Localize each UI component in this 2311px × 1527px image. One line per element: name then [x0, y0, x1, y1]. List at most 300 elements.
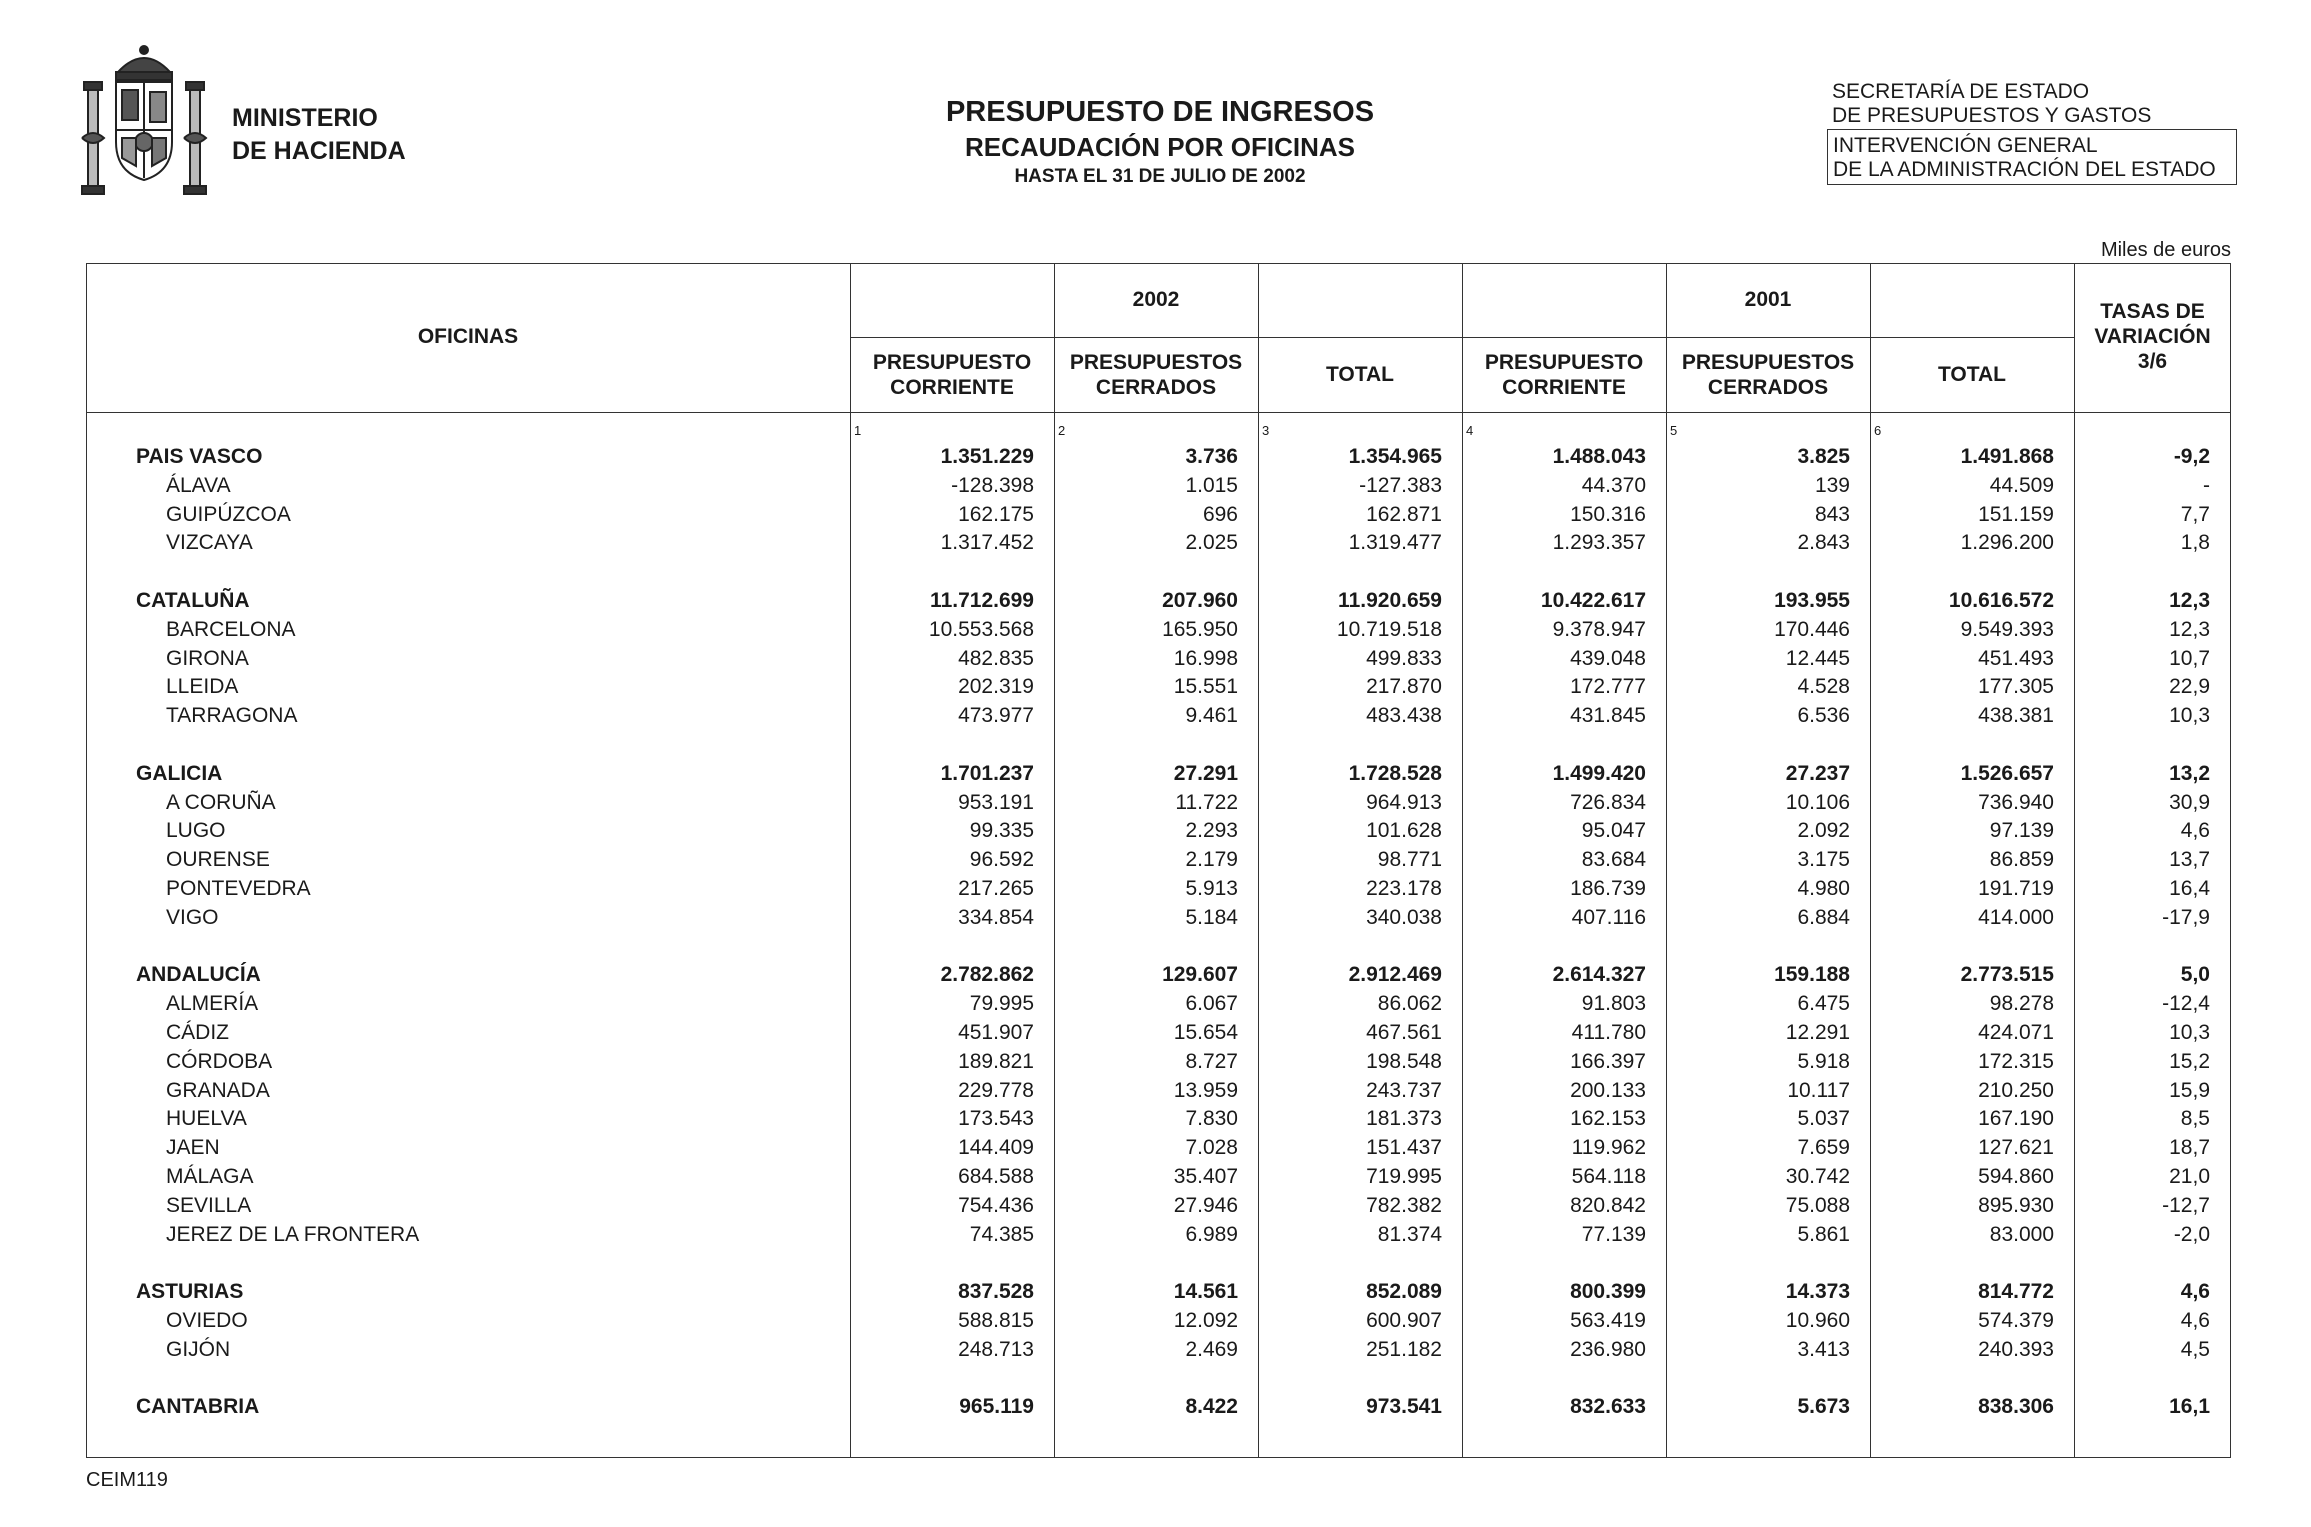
table-cell: 726.834	[1570, 790, 1646, 814]
table-cell: 75.088	[1785, 1193, 1850, 1217]
table-cell: 754.436	[958, 1193, 1034, 1217]
header-pc-line-2: CORRIENTE	[890, 376, 1014, 399]
table-row	[86, 615, 2231, 644]
table-cell: 2.025	[1185, 531, 1238, 555]
table-row	[86, 903, 2231, 932]
column-number: 2	[1058, 423, 1066, 438]
header-presupuesto-corriente-2001	[1462, 350, 1666, 400]
header-year-2002: 2002	[1132, 288, 1180, 311]
secretaria-block	[1832, 80, 2151, 128]
table-cell: 44.509	[1989, 473, 2054, 497]
table-cell: 11.722	[1175, 790, 1238, 814]
table-row	[86, 845, 2231, 874]
table-cell: 198.548	[1366, 1049, 1442, 1073]
table-cell: 7.830	[1185, 1107, 1238, 1131]
table-cell: 129.607	[1162, 963, 1238, 987]
table-cell: 451.907	[958, 1021, 1034, 1044]
table-cell: 438.381	[1978, 704, 2054, 728]
table-cell: 1.526.657	[1960, 761, 2054, 785]
header-pc-line-2: CORRIENTE	[1502, 376, 1626, 399]
table-cell: 411.780	[1571, 1021, 1646, 1044]
table-cell: 1.701.237	[940, 761, 1034, 785]
table-cell: 5.184	[1185, 905, 1238, 929]
units-label: Miles de euros	[2100, 239, 2231, 261]
table-cell: 431.845	[1570, 704, 1646, 728]
table-cell: 600.907	[1366, 1309, 1442, 1332]
table-row	[86, 1047, 2231, 1076]
table-row-group	[86, 442, 2231, 471]
office-name: VIGO	[166, 905, 219, 929]
table-cell: 12.291	[1785, 1021, 1850, 1044]
table-cell: 2.782.862	[940, 963, 1034, 987]
table-cell: 98.771	[1377, 848, 1442, 872]
table-row	[86, 1162, 2231, 1191]
office-name: VIZCAYA	[166, 531, 253, 555]
table-cell: 837.528	[958, 1280, 1034, 1304]
table-cell: 16.998	[1173, 646, 1238, 670]
table-cell: 83.684	[1581, 848, 1646, 872]
table-cell: 594.860	[1978, 1165, 2054, 1188]
table-cell: 151.437	[1366, 1136, 1442, 1160]
table-cell: 79.995	[969, 992, 1034, 1016]
table-cell: 3.736	[1185, 445, 1238, 468]
table-cell: 181.373	[1366, 1107, 1442, 1131]
header-pce-line-1: PRESUPUESTOS	[1681, 351, 1855, 374]
table-cell: 15.551	[1173, 675, 1238, 699]
intervencion-line-1: INTERVENCIÓN GENERAL	[1833, 134, 2098, 157]
table-cell: 170.446	[1774, 617, 1850, 641]
table-row	[86, 816, 2231, 845]
table-cell: 3.825	[1797, 445, 1850, 468]
table-cell: 2.092	[1797, 819, 1850, 843]
table-cell: 248.713	[958, 1337, 1034, 1361]
table-cell: 1.499.420	[1552, 761, 1646, 785]
office-name: MÁLAGA	[166, 1165, 254, 1188]
table-cell: 451.493	[1978, 646, 2054, 670]
secretaria-line-2: DE PRESUPUESTOS Y GASTOS	[1832, 104, 2152, 127]
table-cell: 30,9	[2169, 790, 2210, 814]
table-cell: 10.422.617	[1540, 589, 1646, 612]
table-cell: 696	[1202, 502, 1238, 526]
header-year-2001: 2001	[1744, 288, 1792, 311]
column-number: 4	[1466, 423, 1474, 438]
table-cell: 15,2	[2169, 1049, 2210, 1073]
table-cell: 4.528	[1797, 675, 1850, 699]
column-number: 3	[1262, 423, 1270, 438]
table-cell: 684.588	[958, 1165, 1034, 1188]
table-cell: 800.399	[1570, 1280, 1646, 1304]
table-cell: 12.092	[1173, 1309, 1238, 1332]
table-cell: 189.821	[958, 1049, 1034, 1073]
table-cell: 240.393	[1978, 1337, 2054, 1361]
table-cell: 1.317.452	[940, 531, 1034, 555]
table-cell: 736.940	[1978, 790, 2054, 814]
table-cell: 86.859	[1989, 848, 2054, 872]
table-cell: 843	[1814, 502, 1850, 526]
table-row-group	[86, 759, 2231, 788]
table-cell: 86.062	[1377, 992, 1442, 1016]
table-cell: 14.561	[1173, 1280, 1238, 1304]
table-cell: 10.960	[1785, 1309, 1850, 1332]
ministry-line-1: MINISTERIO	[232, 104, 378, 132]
header-pce-line-2: CERRADOS	[1095, 376, 1217, 399]
table-cell: 16,1	[2169, 1395, 2210, 1419]
column-number: 6	[1874, 423, 1882, 438]
table-cell: 83.000	[1989, 1222, 2054, 1246]
table-cell: 7.028	[1185, 1136, 1238, 1160]
office-name: JAEN	[166, 1136, 220, 1160]
table-cell: 407.116	[1571, 905, 1646, 929]
table-cell: 5,0	[2180, 963, 2210, 987]
header-total-2002: TOTAL	[1325, 363, 1395, 386]
table-cell: 97.139	[1989, 819, 2054, 843]
table-cell: 27.291	[1173, 761, 1238, 785]
table-cell: 13,2	[2169, 761, 2210, 785]
table-cell: 852.089	[1366, 1280, 1442, 1304]
table-cell: 81.374	[1377, 1222, 1442, 1246]
table-cell: 15,9	[2169, 1078, 2210, 1102]
table-cell: 10,3	[2169, 704, 2210, 728]
intervencion-line-2: DE LA ADMINISTRACIÓN DEL ESTADO	[1833, 158, 2216, 181]
table-cell: 151.159	[1978, 502, 2054, 526]
table-cell: -12,4	[2162, 992, 2210, 1016]
table-cell: 210.250	[1978, 1078, 2054, 1102]
header-oficinas: OFICINAS	[417, 325, 519, 348]
table-cell: 6.884	[1797, 905, 1850, 929]
table-cell: 14.373	[1785, 1280, 1850, 1304]
table-cell: -12,7	[2162, 1193, 2210, 1217]
office-name: JEREZ DE LA FRONTERA	[166, 1222, 420, 1246]
table-row	[86, 701, 2231, 730]
table-cell: 27.237	[1785, 761, 1850, 785]
table-cell: 10,3	[2169, 1021, 2210, 1044]
table-cell: 10.106	[1785, 790, 1850, 814]
table-cell: 467.561	[1366, 1021, 1442, 1044]
office-name: ANDALUCÍA	[136, 963, 261, 987]
table-cell: 4,6	[2180, 819, 2210, 843]
table-cell: 11.920.659	[1338, 589, 1442, 612]
table-row	[86, 1220, 2231, 1249]
header-pce-line-2: CERRADOS	[1707, 376, 1829, 399]
table-cell: 27.946	[1173, 1193, 1238, 1217]
table-cell: 10.117	[1787, 1078, 1850, 1102]
table-cell: 12,3	[2169, 617, 2210, 641]
table-cell: 127.621	[1978, 1136, 2054, 1160]
coat-of-arms-icon	[78, 42, 210, 198]
office-name: CÁDIZ	[166, 1021, 229, 1044]
header-presupuestos-cerrados-2002	[1054, 350, 1258, 400]
table-cell: 77.139	[1581, 1222, 1646, 1246]
table-cell: 2.773.515	[1960, 963, 2054, 987]
table-cell: 439.048	[1570, 646, 1646, 670]
table-cell: -2,0	[2173, 1222, 2210, 1246]
table-cell: 5.861	[1797, 1222, 1850, 1246]
secretaria-line-1: SECRETARÍA DE ESTADO	[1832, 80, 2090, 103]
office-name: LLEIDA	[166, 675, 239, 699]
table-cell: 30.742	[1785, 1165, 1850, 1188]
table-cell: 217.870	[1366, 675, 1442, 699]
table-cell: 9.549.393	[1960, 617, 2054, 641]
table-cell: 217.265	[958, 877, 1034, 900]
table-cell: 424.071	[1978, 1021, 2054, 1044]
table-row-group	[86, 1392, 2231, 1421]
table-cell: 588.815	[958, 1309, 1034, 1332]
table-cell: 91.803	[1581, 992, 1646, 1016]
table-cell: 251.182	[1366, 1337, 1442, 1361]
table-cell: 483.438	[1366, 704, 1442, 728]
table-cell: 150.316	[1570, 502, 1646, 526]
office-name: BARCELONA	[166, 617, 296, 641]
column-number: 5	[1670, 423, 1678, 438]
table-row	[86, 874, 2231, 903]
table-cell: 1,8	[2180, 531, 2210, 555]
table-row	[86, 1191, 2231, 1220]
table-cell: 832.633	[1570, 1395, 1646, 1419]
table-cell: 202.319	[958, 675, 1034, 699]
office-name: PONTEVEDRA	[166, 877, 311, 900]
office-name: GIJÓN	[166, 1337, 231, 1361]
table-cell: 3.413	[1797, 1337, 1850, 1361]
office-name: HUELVA	[166, 1107, 247, 1131]
table-cell: 10.553.568	[928, 617, 1034, 641]
table-cell: 2.912.469	[1348, 963, 1442, 987]
table-cell: 4.980	[1797, 877, 1850, 900]
table-cell: 2.179	[1185, 848, 1238, 872]
office-name: PAIS VASCO	[136, 445, 263, 468]
table-cell: 4,6	[2180, 1280, 2210, 1304]
table-cell: 98.278	[1989, 992, 2054, 1016]
table-row	[86, 471, 2231, 500]
table-cell: 173.543	[958, 1107, 1034, 1131]
table-row	[86, 500, 2231, 529]
table-cell: 1.319.477	[1348, 531, 1442, 555]
office-name: CANTABRIA	[136, 1395, 260, 1419]
ministry-name	[232, 102, 406, 168]
table-cell: 1.488.043	[1552, 445, 1646, 468]
year-header-divider	[850, 337, 2074, 338]
table-cell: 165.950	[1162, 617, 1238, 641]
office-name: GIRONA	[166, 646, 249, 670]
table-cell: 574.379	[1978, 1309, 2054, 1332]
table-cell: 44.370	[1581, 473, 1646, 497]
office-name: ALMERÍA	[166, 992, 259, 1016]
office-name: ASTURIAS	[136, 1280, 244, 1304]
header-presupuestos-cerrados-2001	[1666, 350, 1870, 400]
table-cell: 10.719.518	[1336, 617, 1442, 641]
table-cell: 564.118	[1571, 1165, 1646, 1188]
office-name: A CORUÑA	[166, 790, 276, 814]
table-cell: 191.719	[1978, 877, 2054, 900]
table-row	[86, 1133, 2231, 1162]
table-cell: 2.614.327	[1552, 963, 1646, 987]
table-cell: 3.175	[1797, 848, 1850, 872]
table-cell: 499.833	[1366, 646, 1442, 670]
table-cell: 6.536	[1797, 704, 1850, 728]
table-cell: 236.980	[1570, 1337, 1646, 1361]
table-cell: 207.960	[1162, 589, 1238, 612]
header-tasas-line-2: VARIACIÓN	[2094, 325, 2211, 348]
table-cell: 895.930	[1978, 1193, 2054, 1217]
table-row-group	[86, 1277, 2231, 1306]
table-row	[86, 672, 2231, 701]
table-cell: 16,4	[2169, 877, 2210, 900]
table-cell: 13,7	[2169, 848, 2210, 872]
table-cell: 973.541	[1366, 1395, 1442, 1419]
table-cell: 2.469	[1185, 1337, 1238, 1361]
table-cell: 6.475	[1797, 992, 1850, 1016]
table-cell: 177.305	[1978, 675, 2054, 699]
table-cell: 186.739	[1570, 877, 1646, 900]
table-cell: 119.962	[1571, 1136, 1646, 1160]
table-cell: 5.673	[1797, 1395, 1850, 1419]
table-cell: 96.592	[969, 848, 1034, 872]
table-cell: 22,9	[2169, 675, 2210, 699]
table-cell: 8,5	[2180, 1107, 2210, 1131]
table-cell: 74.385	[969, 1222, 1034, 1246]
table-cell: 15.654	[1173, 1021, 1238, 1044]
report-title-block	[760, 94, 1560, 190]
table-cell: 5.037	[1797, 1107, 1850, 1131]
table-cell: 838.306	[1978, 1395, 2054, 1419]
table-cell: 9.378.947	[1552, 617, 1646, 641]
table-cell: 1.351.229	[940, 445, 1034, 468]
table-cell: 1.728.528	[1348, 761, 1442, 785]
table-row	[86, 788, 2231, 817]
table-row	[86, 1306, 2231, 1335]
table-cell: 8.422	[1185, 1395, 1238, 1419]
office-name: OURENSE	[166, 848, 270, 872]
table-row	[86, 528, 2231, 557]
table-cell: 953.191	[958, 790, 1034, 814]
table-cell: 95.047	[1581, 819, 1646, 843]
table-cell: -17,9	[2162, 905, 2210, 929]
table-cell: 193.955	[1774, 589, 1850, 612]
header-pc-line-1: PRESUPUESTO	[872, 351, 1032, 374]
header-tasas	[2074, 299, 2231, 374]
table-cell: 10,7	[2169, 646, 2210, 670]
report-date: HASTA EL 31 DE JULIO DE 2002	[1014, 166, 1306, 187]
office-name: TARRAGONA	[166, 704, 298, 728]
table-cell: 2.843	[1797, 531, 1850, 555]
table-row	[86, 1018, 2231, 1047]
header-bottom-divider	[86, 412, 2231, 413]
table-cell: 1.015	[1185, 473, 1238, 497]
table-cell: -9,2	[2173, 445, 2210, 468]
table-cell: 11.712.699	[930, 589, 1034, 612]
table-cell: 1.293.357	[1552, 531, 1646, 555]
office-name: OVIEDO	[166, 1309, 248, 1332]
table-cell: 172.315	[1978, 1049, 2054, 1073]
table-row	[86, 1335, 2231, 1364]
office-name: CATALUÑA	[136, 589, 250, 612]
table-cell: -127.383	[1359, 473, 1442, 497]
header-presupuesto-corriente-2002	[850, 350, 1054, 400]
table-cell: 35.407	[1173, 1165, 1238, 1188]
office-name: SEVILLA	[166, 1193, 252, 1217]
table-cell: 159.188	[1774, 963, 1850, 987]
office-name: GRANADA	[166, 1078, 270, 1102]
table-row	[86, 989, 2231, 1018]
table-cell: 782.382	[1366, 1193, 1442, 1217]
table-cell: 4,6	[2180, 1309, 2210, 1332]
report-title: PRESUPUESTO DE INGRESOS	[945, 96, 1375, 128]
table-cell: 820.842	[1570, 1193, 1646, 1217]
header-pc-line-1: PRESUPUESTO	[1484, 351, 1644, 374]
table-cell: 1.491.868	[1960, 445, 2054, 468]
table-cell: 10.616.572	[1948, 589, 2054, 612]
footer-code: CEIM119	[86, 1469, 168, 1491]
table-cell: 223.178	[1366, 877, 1442, 900]
table-row	[86, 644, 2231, 673]
table-cell: 1.354.965	[1348, 445, 1442, 468]
table-cell: -	[2203, 473, 2210, 497]
table-cell: 5.918	[1797, 1049, 1850, 1073]
table-cell: 4,5	[2180, 1337, 2210, 1361]
office-name: CÓRDOBA	[166, 1049, 273, 1073]
table-cell: -128.398	[951, 473, 1034, 497]
header-total-2001: TOTAL	[1937, 363, 2007, 386]
table-cell: 101.628	[1366, 819, 1442, 843]
table-cell: 7,7	[2180, 502, 2210, 526]
header-tasas-line-3: 3/6	[2137, 350, 2168, 373]
office-name: ÁLAVA	[166, 473, 231, 497]
intervencion-box	[1827, 129, 2237, 185]
table-cell: 144.409	[958, 1136, 1034, 1160]
report-subtitle: RECAUDACIÓN POR OFICINAS	[964, 132, 1355, 162]
table-cell: 563.419	[1570, 1309, 1646, 1332]
table-cell: 12.445	[1785, 646, 1850, 670]
table-cell: 8.727	[1185, 1049, 1238, 1073]
ministry-line-2: DE HACIENDA	[232, 137, 406, 165]
table-row	[86, 1104, 2231, 1133]
table-cell: 964.913	[1366, 790, 1442, 814]
table-row	[86, 1076, 2231, 1105]
table-cell: 162.153	[1570, 1107, 1646, 1131]
table-cell: 340.038	[1366, 905, 1442, 929]
table-cell: 162.175	[958, 502, 1034, 526]
table-cell: 482.835	[958, 646, 1034, 670]
table-cell: 200.133	[1570, 1078, 1646, 1102]
table-row-group	[86, 586, 2231, 615]
table-cell: 18,7	[2169, 1136, 2210, 1160]
table-cell: 9.461	[1185, 704, 1238, 728]
table-cell: 162.871	[1366, 502, 1442, 526]
table-cell: 12,3	[2169, 589, 2210, 612]
table-cell: 99.335	[969, 819, 1034, 843]
table-cell: 719.995	[1366, 1165, 1442, 1188]
table-cell: 6.067	[1185, 992, 1238, 1016]
table-cell: 965.119	[959, 1395, 1034, 1419]
office-name: LUGO	[166, 819, 226, 843]
table-row-group	[86, 960, 2231, 989]
table-cell: 334.854	[958, 905, 1034, 929]
table-cell: 172.777	[1570, 675, 1646, 699]
table-cell: 814.772	[1978, 1280, 2054, 1304]
table-cell: 7.659	[1797, 1136, 1850, 1160]
office-name: GALICIA	[136, 761, 223, 785]
column-number: 1	[854, 423, 862, 438]
table-cell: 1.296.200	[1960, 531, 2054, 555]
table-cell: 166.397	[1570, 1049, 1646, 1073]
table-cell: 243.737	[1366, 1078, 1442, 1102]
table-cell: 5.913	[1185, 877, 1238, 900]
table-cell: 167.190	[1978, 1107, 2054, 1131]
header-tasas-line-1: TASAS DE	[2100, 300, 2205, 323]
table-cell: 6.989	[1185, 1222, 1238, 1246]
table-cell: 414.000	[1978, 905, 2054, 929]
table-cell: 13.959	[1173, 1078, 1238, 1102]
header-pce-line-1: PRESUPUESTOS	[1069, 351, 1243, 374]
